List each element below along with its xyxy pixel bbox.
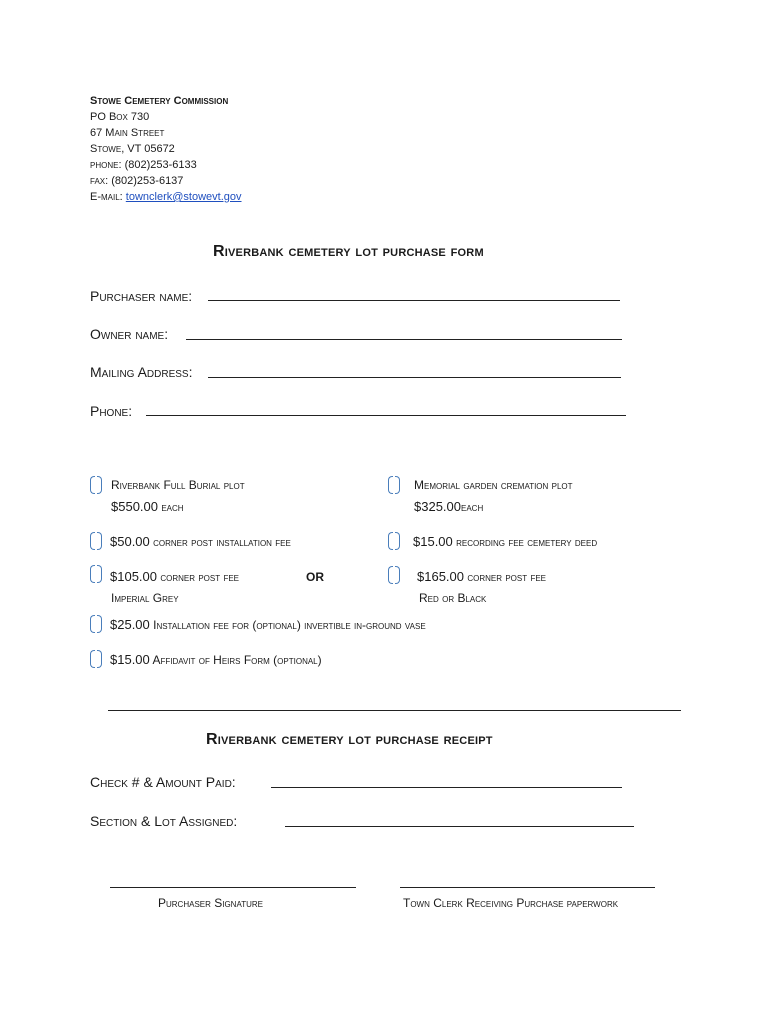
fax-line — [90, 174, 183, 189]
phone-label: phone: — [90, 159, 122, 171]
purchaser-name-label: Purchaser name: — [90, 288, 193, 304]
corner-post-red-black-line — [417, 569, 546, 584]
vase-install-checkbox[interactable] — [90, 615, 102, 631]
full-burial-price: $550.00 — [111, 499, 158, 514]
vase-install-line — [110, 617, 426, 632]
street-address: 67 Main Street — [90, 127, 165, 139]
check-amount-label: Check # & Amount Paid: — [90, 774, 236, 790]
corner-post-red-black-color: Red or Black — [419, 591, 487, 605]
purchaser-name-field[interactable] — [208, 300, 620, 301]
owner-name-label: Owner name: — [90, 326, 169, 342]
corner-post-grey-color: Imperial Grey — [111, 591, 179, 605]
corner-post-install-checkbox[interactable] — [90, 532, 102, 548]
fax-label: fax: — [90, 175, 109, 187]
clerk-signature-line[interactable] — [400, 887, 655, 888]
email-line — [90, 190, 242, 205]
phone-field[interactable] — [146, 415, 626, 416]
receipt-title: Riverbank cemetery lot purchase receipt — [206, 731, 493, 748]
phone-line — [90, 158, 197, 173]
section-divider — [108, 710, 681, 711]
full-burial-checkbox[interactable] — [90, 476, 102, 492]
affidavit-price: $15.00 — [110, 652, 150, 667]
or-separator: OR — [306, 570, 324, 584]
purchaser-signature-label: Purchaser Signature — [158, 896, 263, 910]
recording-fee-checkbox[interactable] — [388, 532, 400, 548]
full-burial-price-line — [111, 499, 184, 514]
clerk-signature-label: Town Clerk Receiving Purchase paperwork — [403, 896, 619, 910]
mailing-address-field[interactable] — [208, 377, 621, 378]
owner-name-field[interactable] — [186, 339, 622, 340]
vase-install-price: $25.00 — [110, 617, 150, 632]
vase-install-label: Installation fee for (optional) invertible in-ground vase — [153, 618, 426, 632]
affidavit-label: Affidavit of Heirs Form (optional) — [152, 653, 322, 667]
email-link[interactable]: townclerk@stowevt.gov — [125, 191, 242, 203]
memorial-garden-checkbox[interactable] — [388, 476, 400, 492]
memorial-garden-label: Memorial garden cremation plot — [414, 478, 573, 492]
form-title: Riverbank cemetery lot purchase form — [213, 243, 484, 260]
memorial-garden-unit: each — [461, 500, 484, 514]
purchaser-signature-line[interactable] — [110, 887, 356, 888]
email-label: E-mail: — [90, 191, 123, 203]
corner-post-red-black-label: corner post fee — [467, 570, 547, 584]
corner-post-install-price: $50.00 — [110, 534, 150, 549]
full-burial-label: Riverbank Full Burial plot — [111, 478, 245, 492]
affidavit-line — [110, 652, 322, 667]
org-name: Stowe Cemetery Commission — [90, 95, 229, 107]
corner-post-grey-label: corner post fee — [160, 570, 240, 584]
recording-fee-line — [413, 534, 597, 549]
section-lot-label: Section & Lot Assigned: — [90, 813, 238, 829]
phone-field-label: Phone: — [90, 403, 133, 419]
corner-post-grey-checkbox[interactable] — [90, 565, 102, 581]
corner-post-install-label: corner post installation fee — [153, 535, 291, 549]
corner-post-grey-line — [110, 569, 239, 584]
corner-post-grey-price: $105.00 — [110, 569, 157, 584]
full-burial-unit: each — [161, 500, 184, 514]
po-box: PO Box 730 — [90, 111, 150, 123]
memorial-garden-price-line — [414, 499, 483, 514]
check-amount-field[interactable] — [271, 787, 622, 788]
affidavit-checkbox[interactable] — [90, 650, 102, 666]
fax-number: (802)253-6137 — [111, 175, 184, 187]
corner-post-red-black-checkbox[interactable] — [388, 566, 400, 582]
corner-post-install-line — [110, 534, 291, 549]
corner-post-red-black-price: $165.00 — [417, 569, 464, 584]
mailing-address-label: Mailing Address: — [90, 364, 193, 380]
recording-fee-price: $15.00 — [413, 534, 453, 549]
memorial-garden-price: $325.00 — [414, 499, 461, 514]
recording-fee-label: recording fee cemetery deed — [456, 535, 598, 549]
city-state-zip: Stowe, VT 05672 — [90, 143, 175, 155]
phone-number: (802)253-6133 — [124, 159, 197, 171]
section-lot-field[interactable] — [285, 826, 634, 827]
